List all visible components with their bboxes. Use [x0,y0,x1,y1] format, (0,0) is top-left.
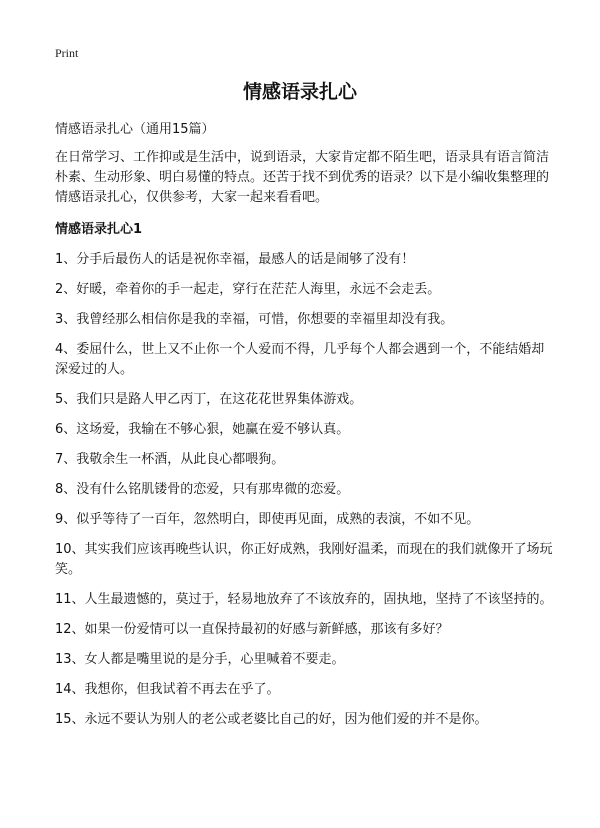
quote-item: 11、人生最遗憾的，莫过于，轻易地放弃了不该放弃的，固执地，坚持了不该坚持的。 [55,592,553,607]
quote-item: 4、委屈什么，世上又不止你一个人爱而不得，几乎每个人都会遇到一个，不能结婚却深爱过的人。 [55,342,545,377]
quote-item: 6、这场爱，我输在不够心狠，她赢在爱不够认真。 [55,422,350,437]
section-heading: 情感语录扎心1 [55,222,143,237]
quote-item: 14、我想你，但我试着不再去在乎了。 [55,682,280,697]
quote-item: 15、永远不要认为别人的老公或老婆比自己的好，因为他们爱的并不是你。 [55,712,488,727]
print-link[interactable]: Print [55,46,79,60]
quote-item: 13、女人都是嘴里说的是分手，心里喊着不要走。 [55,652,345,667]
quote-item: 12、如果一份爱情可以一直保持最初的好感与新鲜感，那该有多好？ [55,622,449,637]
quote-item: 10、其实我们应该再晚些认识，你正好成熟，我刚好温柔，而现在的我们就像开了场玩笑。 [55,542,553,577]
quote-item: 9、似乎等待了一百年，忽然明白，即使再见面，成熟的表演，不如不见。 [55,512,480,527]
quote-list [55,250,555,730]
article-body [55,120,555,740]
quote-item: 5、我们只是路人甲乙丙丁，在这花花世界集体游戏。 [55,392,363,407]
quote-item: 7、我敬余生一杯酒，从此良心都喂狗。 [55,452,285,467]
intro-paragraph: 在日常学习、工作抑或是生活中，说到语录，大家肯定都不陌生吧，语录具有语言简洁朴素、生动形象、明白易懂的特点。还苦于找不到优秀的语录？以下是小编收集整理的情感语录扎心，仅供参考，大家一起来看看吧。 [55,150,550,205]
quote-item: 1、分手后最伤人的话是祝你幸福，最感人的话是闹够了没有！ [55,252,415,267]
page-title: 情感语录扎心 [242,81,357,103]
quote-item: 2、好暖，牵着你的手一起走，穿行在茫茫人海里，永远不会走丢。 [55,282,441,297]
quote-item: 3、我曾经那么相信你是我的幸福，可惜，你想要的幸福里却没有我。 [55,312,454,327]
article-subtitle: 情感语录扎心（通用15篇） [55,122,215,137]
quote-item: 8、没有什么铭肌镂骨的恋爱，只有那卑微的恋爱。 [55,482,350,497]
